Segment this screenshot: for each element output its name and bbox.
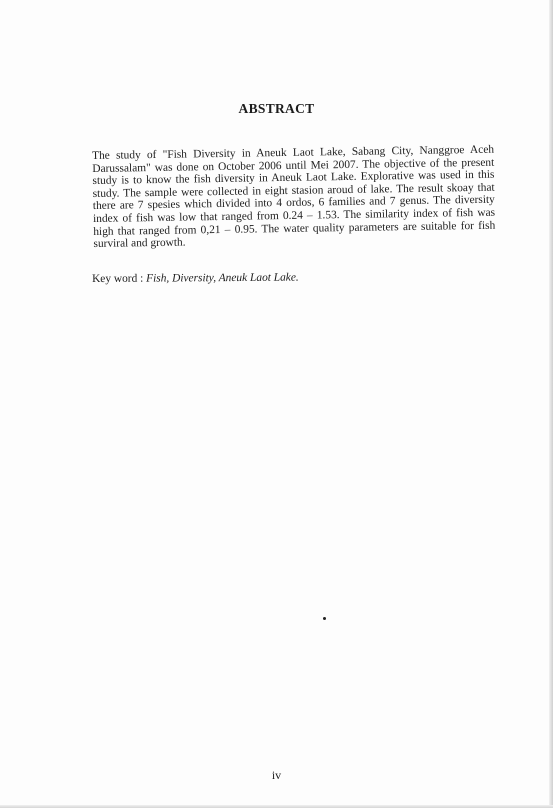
scan-speck — [323, 617, 326, 620]
keywords-terms: Fish, Diversity, Aneuk Laot Lake. — [146, 271, 299, 285]
abstract-paragraph: The study of "Fish Diversity in Aneuk Laot Lake, Sabang City, Nanggroe Aceh Darussalam" was done on October 2006 until Mei 2007. The objective of the present study is to know the fish diversity in Aneuk Laot Lake. Explorative was used in this study. The sample were collected in eight stasion aroud of lake. The result skoay that there are 7 spesies which divided into 4 ordos, 6 families and 7 genus. The diversity index of fish was low that ranged from 0.24 – 1.53. The similarity index of fish was high that ranged from 0,21 – 0.95. The water quality parameters are suitable for fish surviral and growth. — [92, 143, 496, 251]
abstract-heading: ABSTRACT — [238, 101, 315, 116]
keywords-line — [92, 270, 494, 286]
page-number: iv — [271, 768, 282, 782]
keywords-label: Key word : — [92, 272, 147, 285]
page-edge-right — [549, 0, 553, 808]
